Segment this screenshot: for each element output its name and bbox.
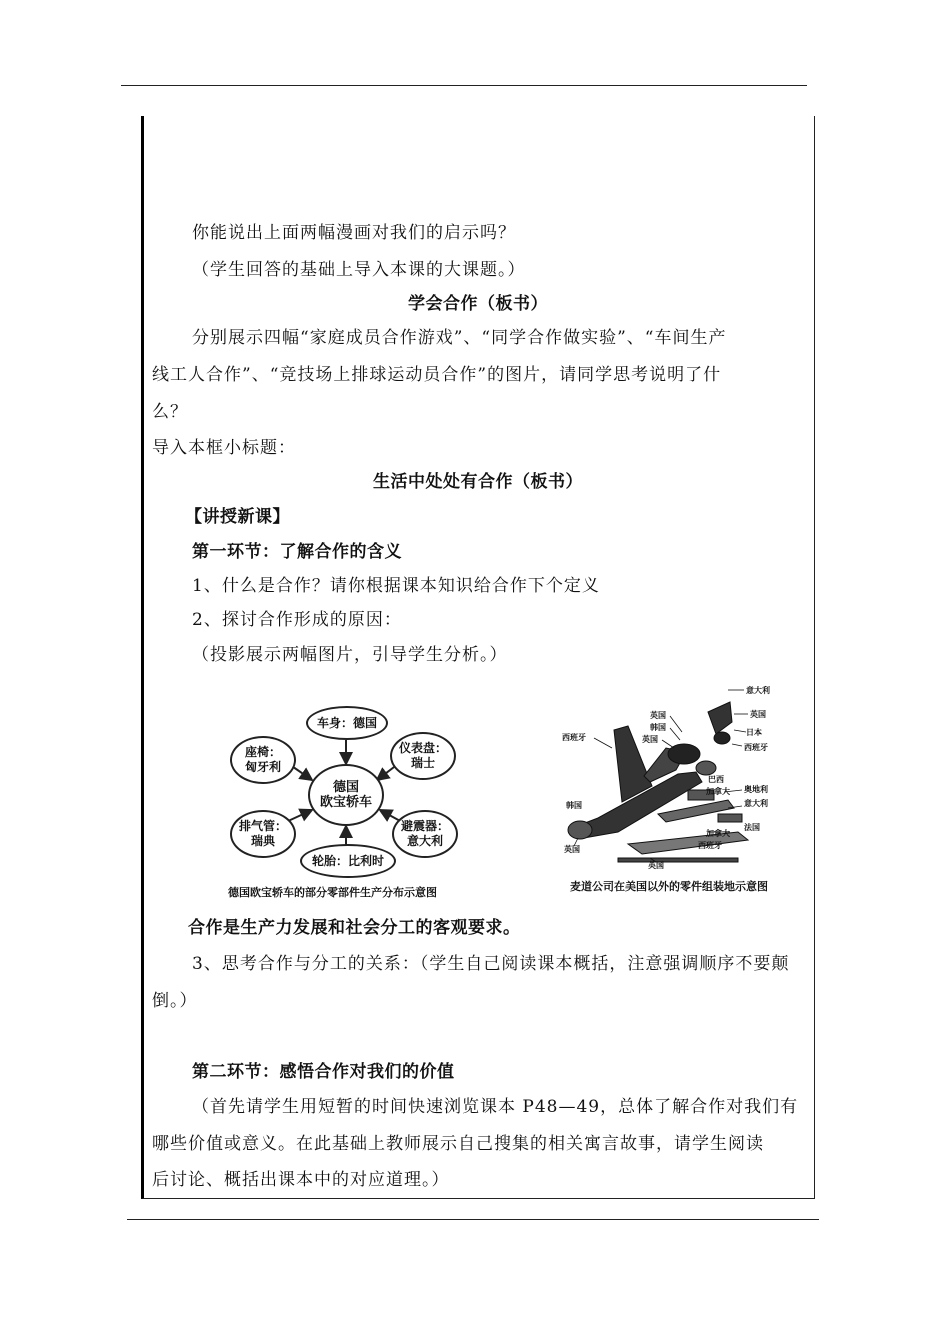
conclusion-text: 合作是生产力发展和社会分工的客观要求。 bbox=[188, 918, 521, 938]
car-parts-diagram bbox=[222, 706, 478, 902]
sub-title: 生活中处处有合作（板书） bbox=[373, 472, 583, 492]
question-note: （学生回答的基础上导入本课的大课题。） bbox=[192, 260, 526, 280]
main-title: 学会合作（板书） bbox=[408, 294, 548, 314]
label-spain: 西班牙 bbox=[698, 841, 722, 850]
figure-caption: 德国欧宝轿车的部分零部件生产分布示意图 bbox=[228, 886, 437, 899]
part-tire: 轮胎：比利时 bbox=[300, 844, 396, 878]
label-spain: 西班牙 bbox=[744, 743, 768, 752]
list-item: 2、探讨合作形成的原因： bbox=[192, 610, 402, 630]
header-rule bbox=[121, 85, 807, 86]
label-austria: 奥地利 bbox=[744, 785, 768, 794]
figure-caption: 麦道公司在美国以外的零件组装地示意图 bbox=[570, 880, 768, 893]
list-item: 1、什么是合作？请你根据课本知识给合作下个定义 bbox=[192, 576, 600, 596]
label-uk: 英国 bbox=[642, 735, 658, 744]
part-seat: 座椅： 匈牙利 bbox=[230, 736, 296, 784]
label-korea: 韩国 bbox=[566, 801, 582, 810]
new-lesson-heading: 【讲授新课】 bbox=[185, 507, 290, 527]
part-exhaust: 排气管： 瑞典 bbox=[230, 810, 296, 858]
label-uk: 英国 bbox=[750, 710, 766, 719]
part-dashboard: 仪表盘： 瑞士 bbox=[390, 732, 456, 780]
paragraph-line: 后讨论、概括出课本中的对应道理。） bbox=[152, 1170, 450, 1190]
label-korea: 韩国 bbox=[650, 723, 666, 732]
label-japan: 日本 bbox=[746, 728, 762, 737]
part-body: 车身：德国 bbox=[306, 706, 388, 740]
label-italy: 意大利 bbox=[746, 686, 770, 695]
question-text: 你能说出上面两幅漫画对我们的启示吗？ bbox=[192, 223, 516, 243]
label-italy: 意大利 bbox=[744, 799, 768, 808]
list-item: 3、思考合作与分工的关系：（学生自己阅读课本概括，注意强调顺序不要颠 bbox=[192, 954, 790, 974]
list-item-note: （投影展示两幅图片，引导学生分析。） bbox=[192, 645, 508, 665]
footer-rule bbox=[127, 1219, 819, 1220]
label-brazil: 巴西 bbox=[708, 775, 724, 784]
label-canada: 加拿大 bbox=[706, 787, 730, 796]
paragraph-line: （首先请学生用短暂的时间快速浏览课本 P48—49，总体了解合作对我们有 bbox=[192, 1097, 799, 1117]
label-france: 法国 bbox=[744, 823, 760, 832]
aircraft-assembly-diagram bbox=[558, 682, 790, 894]
paragraph-line: 么？ bbox=[152, 402, 188, 422]
label-uk: 英国 bbox=[650, 711, 666, 720]
part-shock-absorber: 避震器： 意大利 bbox=[392, 810, 458, 858]
paragraph-line: 哪些价值或意义。在此基础上教师展示自己搜集的相关寓言故事，请学生阅读 bbox=[152, 1134, 764, 1154]
label-uk: 英国 bbox=[564, 845, 580, 854]
paragraph-line: 线工人合作”、“竞技场上排球运动员合作”的图片，请同学思考说明了什 bbox=[152, 365, 722, 385]
label-spain: 西班牙 bbox=[562, 733, 586, 742]
list-item: 倒。） bbox=[152, 991, 198, 1011]
lead-subtitle: 导入本框小标题： bbox=[152, 438, 296, 458]
label-uk: 英国 bbox=[648, 861, 664, 870]
label-canada: 加拿大 bbox=[706, 829, 730, 838]
paragraph-line: 分别展示四幅“家庭成员合作游戏”、“同学合作做实验”、“车间生产 bbox=[192, 328, 727, 348]
car-center: 德国 欧宝轿车 bbox=[308, 764, 384, 826]
section-heading: 第一环节：了解合作的含义 bbox=[192, 542, 402, 562]
section-heading: 第二环节：感悟合作对我们的价值 bbox=[192, 1062, 455, 1082]
